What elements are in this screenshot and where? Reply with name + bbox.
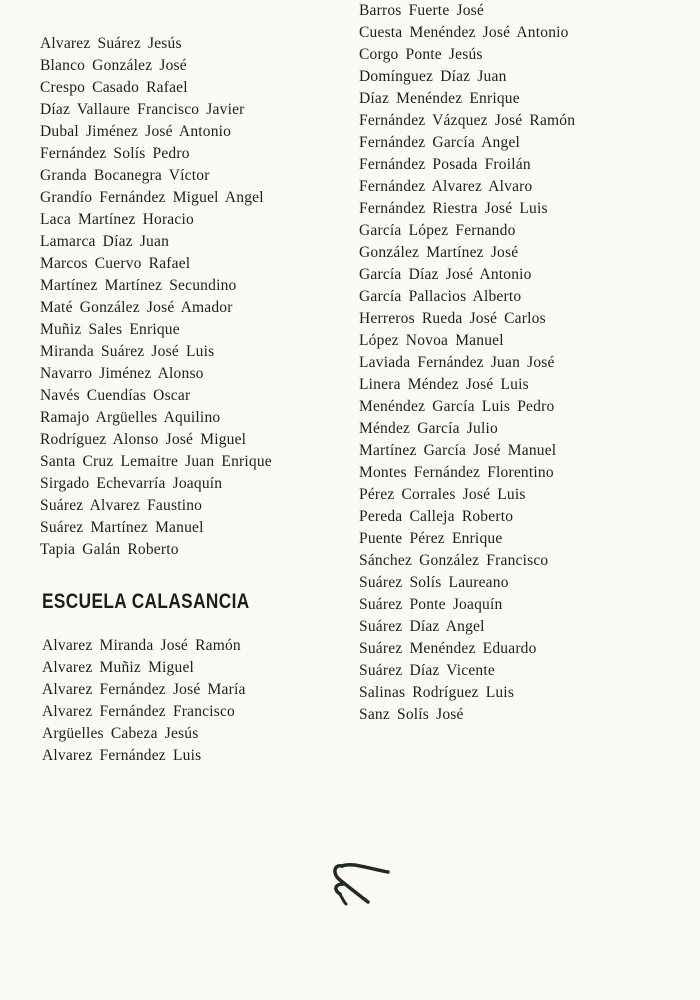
list-item: Fernández Riestra José Luis <box>359 200 548 217</box>
list-item: Navarro Jiménez Alonso <box>40 365 204 382</box>
list-item: Alvarez Suárez Jesús <box>40 35 182 52</box>
list-item: Herreros Rueda José Carlos <box>359 310 546 327</box>
list-item: Pérez Corrales José Luis <box>359 486 526 503</box>
list-item: Laca Martínez Horacio <box>40 211 194 228</box>
list-item: Díaz Menéndez Enrique <box>359 90 520 107</box>
list-item: Navés Cuendías Oscar <box>40 387 191 404</box>
list-item: Alvarez Fernández Francisco <box>42 703 236 720</box>
list-item: Grandío Fernández Miguel Angel <box>40 189 264 206</box>
list-item: Miranda Suárez José Luis <box>40 343 215 360</box>
list-item: García Díaz José Antonio <box>359 266 532 283</box>
list-item: Argüelles Cabeza Jesús <box>42 725 199 742</box>
list-item: Tapia Galán Roberto <box>40 541 179 558</box>
list-item: Crespo Casado Rafael <box>40 79 188 96</box>
list-item: Blanco González José <box>40 57 187 74</box>
list-item: Martínez García José Manuel <box>359 442 557 459</box>
list-item: Alvarez Miranda José Ramón <box>42 637 241 654</box>
handwritten-mark-icon <box>330 850 400 910</box>
name-list-left <box>40 33 272 561</box>
list-item: Marcos Cuervo Rafael <box>40 255 191 272</box>
name-list-section <box>42 635 246 767</box>
list-item: Puente Pérez Enrique <box>359 530 503 547</box>
list-item: Fernández Posada Froilán <box>359 156 531 173</box>
list-item: Suárez Ponte Joaquín <box>359 596 503 613</box>
list-item: Fernández García Angel <box>359 134 521 151</box>
list-item: Barros Fuerte José <box>359 2 484 19</box>
list-item: Menéndez García Luis Pedro <box>359 398 555 415</box>
list-item: Fernández Vázquez José Ramón <box>359 112 576 129</box>
list-item: Lamarca Díaz Juan <box>40 233 170 250</box>
list-item: Cuesta Menéndez José Antonio <box>359 24 569 41</box>
list-item: Montes Fernández Florentino <box>359 464 554 481</box>
list-item: Díaz Vallaure Francisco Javier <box>40 101 245 118</box>
list-item: Santa Cruz Lemaitre Juan Enrique <box>40 453 272 470</box>
list-item: Alvarez Muñiz Miguel <box>42 659 195 676</box>
list-item: Alvarez Fernández Luis <box>42 747 202 764</box>
list-item: García Pallacios Alberto <box>359 288 522 305</box>
list-item: Linera Méndez José Luis <box>359 376 529 393</box>
list-item: Sánchez González Francisco <box>359 552 549 569</box>
list-item: Domínguez Díaz Juan <box>359 68 507 85</box>
list-item: López Novoa Manuel <box>359 332 504 349</box>
list-item: Sirgado Echevarría Joaquín <box>40 475 223 492</box>
list-item: Ramajo Argüelles Aquilino <box>40 409 221 426</box>
list-item: Suárez Díaz Vicente <box>359 662 495 679</box>
list-item: Alvarez Fernández José María <box>42 681 246 698</box>
list-item: Fernández Solís Pedro <box>40 145 190 162</box>
list-item: García López Fernando <box>359 222 516 239</box>
list-item: Salinas Rodríguez Luis <box>359 684 515 701</box>
list-item: Pereda Calleja Roberto <box>359 508 514 525</box>
list-item: Suárez Menéndez Eduardo <box>359 640 537 657</box>
list-item: Granda Bocanegra Víctor <box>40 167 210 184</box>
list-item: Suárez Solís Laureano <box>359 574 509 591</box>
list-item: Suárez Alvarez Faustino <box>40 497 203 514</box>
list-item: Martínez Martínez Secundino <box>40 277 237 294</box>
name-list-right <box>359 0 575 726</box>
list-item: Rodríguez Alonso José Miguel <box>40 431 247 448</box>
section-heading: ESCUELA CALASANCIA <box>42 590 250 613</box>
list-item: Maté González José Amador <box>40 299 233 316</box>
list-item: Laviada Fernández Juan José <box>359 354 555 371</box>
list-item: Muñiz Sales Enrique <box>40 321 180 338</box>
list-item: Suárez Martínez Manuel <box>40 519 204 536</box>
list-item: Sanz Solís José <box>359 706 464 723</box>
list-item: Corgo Ponte Jesús <box>359 46 483 63</box>
list-item: Suárez Díaz Angel <box>359 618 485 635</box>
list-item: Fernández Alvarez Alvaro <box>359 178 533 195</box>
list-item: González Martínez José <box>359 244 519 261</box>
list-item: Méndez García Julio <box>359 420 498 437</box>
list-item: Dubal Jiménez José Antonio <box>40 123 232 140</box>
